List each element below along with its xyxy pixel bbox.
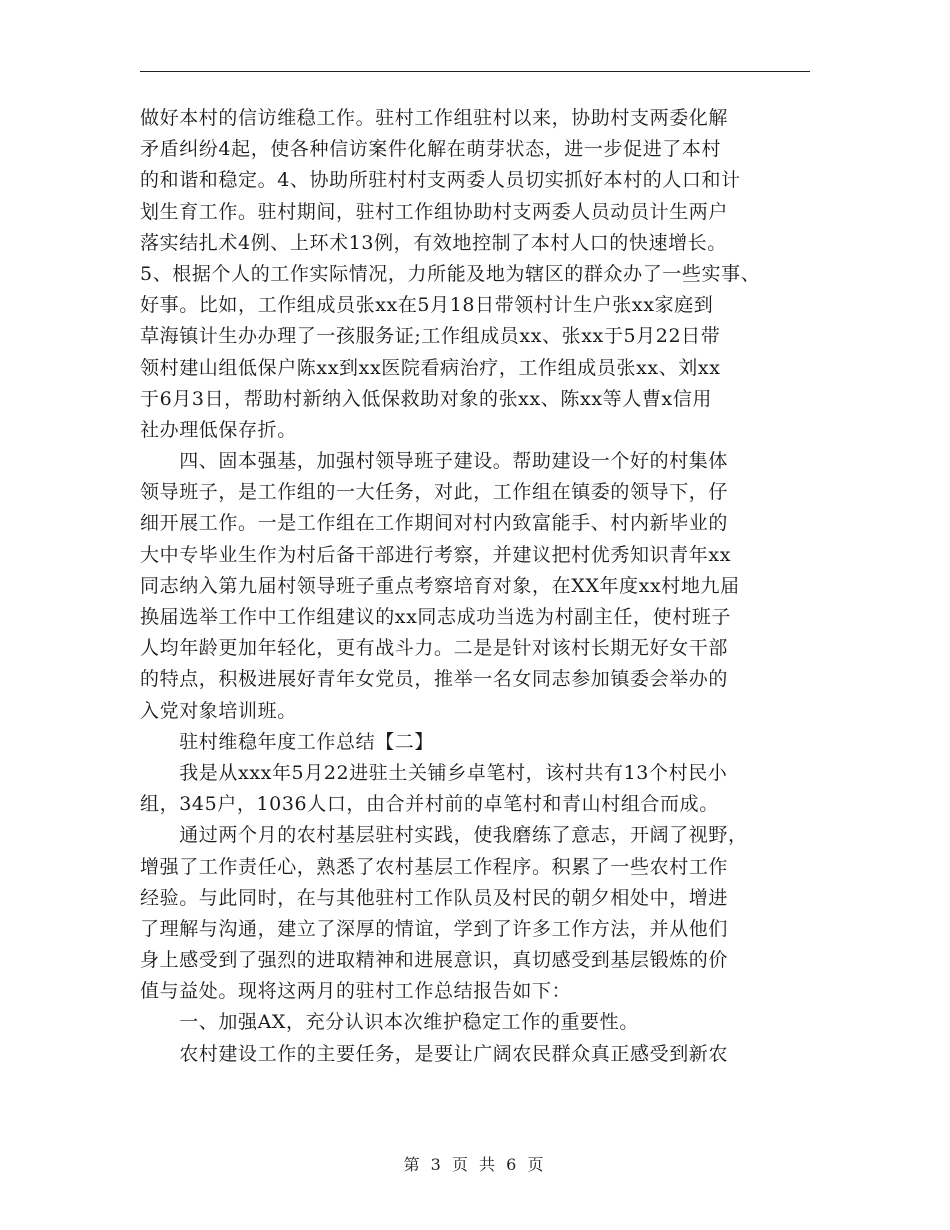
text-line: 组，345户，1036人口，由合并村前的卓笔村和青山村组合而成。 xyxy=(140,793,719,816)
text-line: 做好本村的信访维稳工作。驻村工作组驻村以来，协助村支两委化解 xyxy=(140,107,729,129)
text-line: 细开展工作。一是工作组在工作期间对村内致富能手、村内新毕业的 xyxy=(140,512,729,535)
text-line: 的特点，积极进展好青年女党员，推举一名女同志参加镇委会举办的 xyxy=(140,668,729,691)
text-line: 社办理低保存折。 xyxy=(140,418,297,441)
text-line: 经验。与此同时，在与其他驻村工作队员及村民的朝夕相处中，增进 xyxy=(140,886,729,909)
text-line: 入党对象培训班。 xyxy=(140,699,297,722)
text-line: 同志纳入第九届村领导班子重点考察培育对象，在XX年度xx村地九届 xyxy=(140,574,740,597)
body-text xyxy=(140,103,830,1070)
text-line: 矛盾纠纷4起，使各种信访案件化解在萌芽状态，进一步促进了本村 xyxy=(140,138,722,161)
text-line: 驻村维稳年度工作总结【二】 xyxy=(140,730,435,753)
page-footer: 第 3 页 共 6 页 xyxy=(403,1155,547,1174)
text-line: 划生育工作。驻村期间，驻村工作组协助村支两委人员动员计生两户 xyxy=(140,200,729,223)
text-line: 人均年龄更加年轻化，更有战斗力。二是是针对该村长期无好女干部 xyxy=(140,637,729,660)
text-line: 四、固本强基，加强村领导班子建设。帮助建设一个好的村集体 xyxy=(140,450,729,473)
text-line: 5、根据个人的工作实际情况，力所能及地为辖区的群众办了一些实事、 xyxy=(140,262,761,285)
text-line: 值与益处。现将这两月的驻村工作总结报告如下： xyxy=(140,980,572,1003)
header-rule xyxy=(140,71,810,72)
text-line: 领导班子，是工作组的一大任务，对此，工作组在镇委的领导下，仔 xyxy=(140,481,729,504)
text-line: 大中专毕业生作为村后备干部进行考察，并建议把村优秀知识青年xx xyxy=(140,543,732,566)
text-line: 换届选举工作中工作组建议的xx同志成功当选为村副主任，使村班子 xyxy=(140,606,732,628)
text-line: 领村建山组低保户陈xx到xx医院看病治疗，工作组成员张xx、刘xx xyxy=(140,356,721,379)
text-line: 增强了工作责任心，熟悉了农村基层工作程序。积累了一些农村工作 xyxy=(140,855,729,878)
text-line: 了理解与沟通，建立了深厚的情谊，学到了许多工作方法，并从他们 xyxy=(140,917,729,940)
text-line: 好事。比如，工作组成员张xx在5月18日带领村计生户张xx家庭到 xyxy=(140,294,714,317)
text-line: 的和谐和稳定。4、协助所驻村村支两委人员切实抓好本村的人口和计 xyxy=(140,169,741,192)
text-line: 身上感受到了强烈的进取精神和进展意识，真切感受到基层锻炼的价 xyxy=(140,949,729,972)
text-line: 一、加强AX，充分认识本次维护稳定工作的重要性。 xyxy=(140,1011,639,1034)
text-line: 草海镇计生办办理了一孩服务证;工作组成员xx、张xx于5月22日带 xyxy=(140,325,721,348)
text-line: 通过两个月的农村基层驻村实践，使我磨练了意志，开阔了视野， xyxy=(140,824,748,847)
text-line: 落实结扎术4例、上环术13例，有效地控制了本村人口的快速增长。 xyxy=(140,231,727,254)
text-line: 农村建设工作的主要任务，是要让广阔农民群众真正感受到新农 xyxy=(140,1042,729,1065)
text-line: 我是从xxx年5月22进驻土关铺乡卓笔村，该村共有13个村民小 xyxy=(140,761,728,784)
text-line: 于6月3日，帮助村新纳入低保救助对象的张xx、陈xx等人曹x信用 xyxy=(140,387,712,410)
